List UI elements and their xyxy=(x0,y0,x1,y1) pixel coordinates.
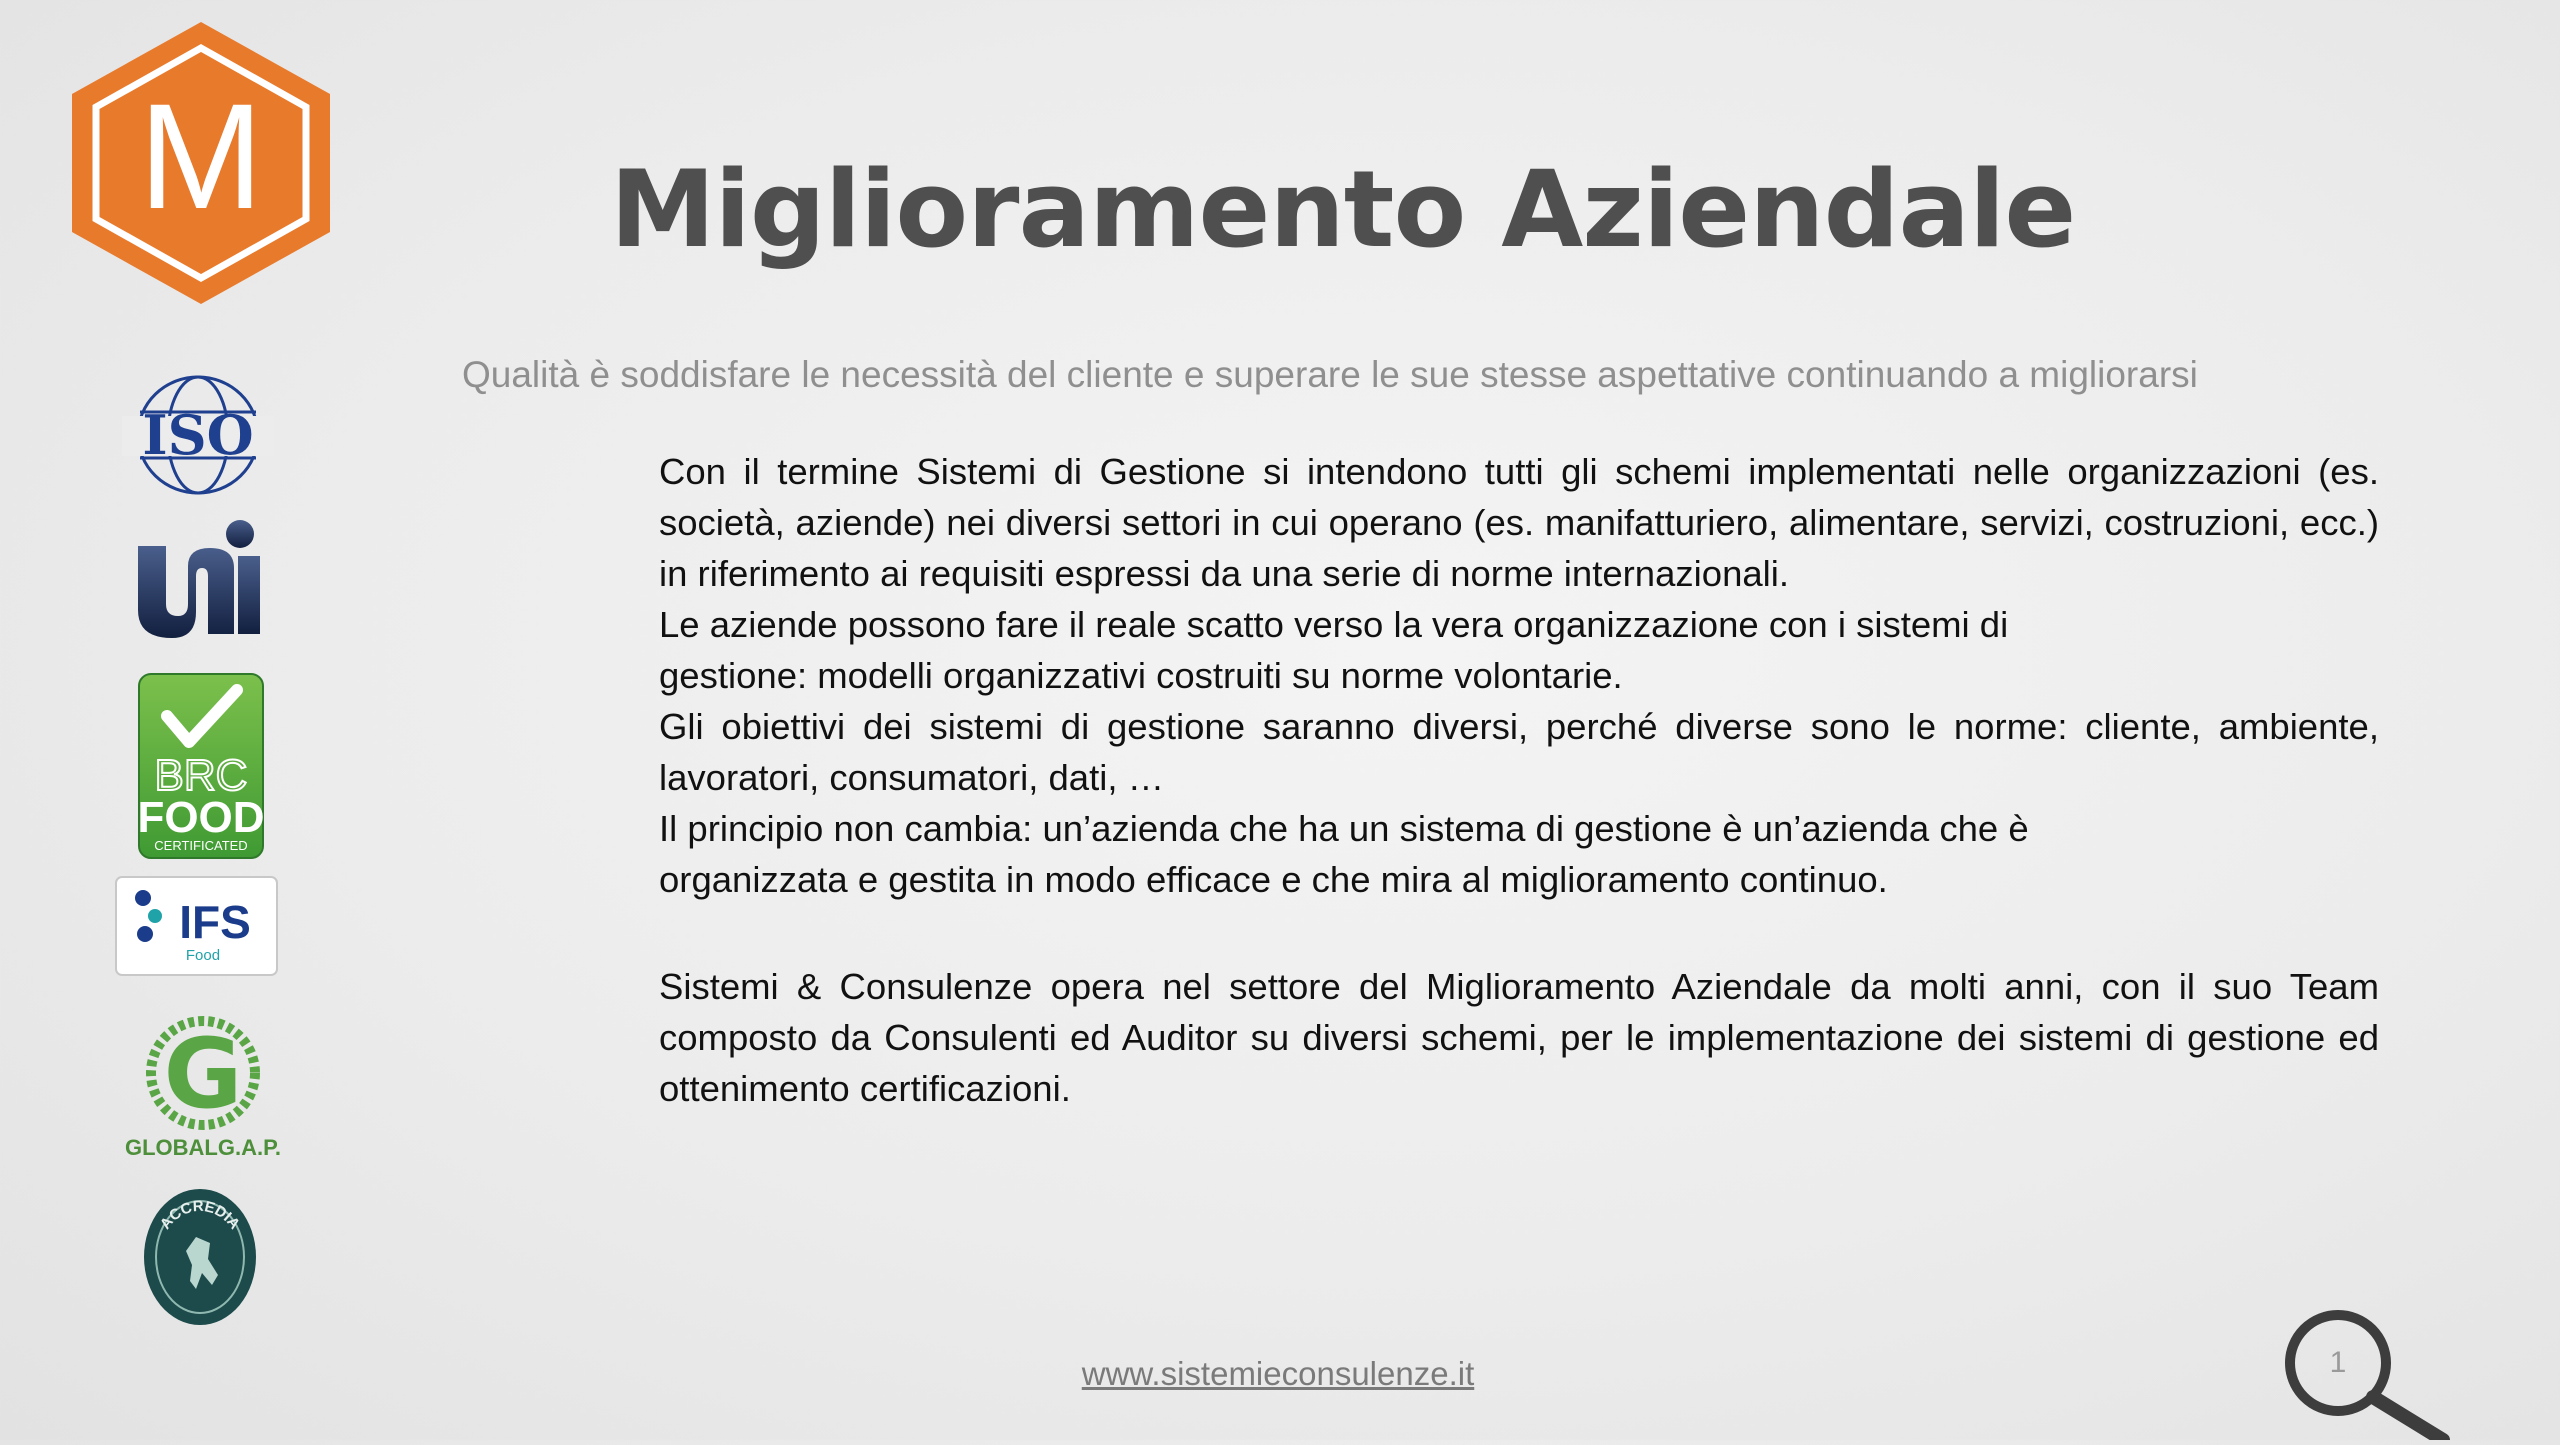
body-text xyxy=(659,446,2379,1114)
brc-food-logo-icon xyxy=(137,672,265,860)
page-number: 1 xyxy=(2329,1346,2347,1379)
website-link[interactable]: www.sistemieconsulenze.it xyxy=(1081,1355,1475,1392)
paragraph-sistemi-gestione: Con il termine Sistemi di Gestione si intendono tutti gli schemi implementati nelle organizzazioni (es. società, aziende) nei diversi settori in cui operano (es. manifatturiero, alimentare, servizi, costruzioni, ecc.) in riferimento ai requisiti espressi da una serie di norme internazionali. xyxy=(659,451,2379,594)
brc-logo-text: BRC xyxy=(154,751,248,800)
ifs-food-text: Food xyxy=(185,947,221,964)
paragraph-sistemi-consulenze: Sistemi & Consulenze opera nel settore del Miglioramento Aziendale da molti anni, con il suo Team composto da Consulenti ed Auditor su diversi schemi, per le implementazione dei sistemi di gestione ed ottenimento certificazioni. xyxy=(659,966,2379,1109)
ifs-logo-text: IFS xyxy=(179,896,251,948)
globalgap-text: GLOBALG.A.P. xyxy=(124,1135,282,1160)
globalgap-letter: G xyxy=(163,1018,243,1130)
paragraph-aziende-line1: Le aziende possono fare il reale scatto verso la vera organizzazione con i sistemi di xyxy=(659,604,2009,645)
magnifier-icon xyxy=(2283,1305,2460,1440)
globalgap-logo-icon xyxy=(118,1015,288,1163)
accredia-logo-icon xyxy=(140,1185,260,1329)
accredia-text: ACCREDIA xyxy=(156,1197,244,1233)
paragraph-obiettivi: Gli obiettivi dei sistemi di gestione saranno diversi, perché diverse sono le norme: cliente, ambiente, lavoratori, consumatori, dati, … xyxy=(659,706,2379,798)
brand-logo-letter: M xyxy=(138,72,264,240)
brc-certificated-text: CERTIFICATED xyxy=(154,838,248,853)
paragraph-spacer xyxy=(659,905,2379,961)
page-subtitle: Qualità è soddisfare le necessità del cliente e superare le sue stesse aspettative continuando a migliorarsi xyxy=(462,354,2198,395)
hexagon-m-logo-icon xyxy=(68,18,334,308)
page-title: Miglioramento Aziendale xyxy=(610,148,2076,271)
uni-logo-icon xyxy=(130,516,265,641)
iso-logo-icon xyxy=(118,372,278,498)
paragraph-principio-line1: Il principio non cambia: un’azienda che ha un sistema di gestione è un’azienda che è xyxy=(659,808,2029,849)
paragraph-principio-line2: organizzata e gestita in modo efficace e che mira al miglioramento continuo. xyxy=(659,859,1888,900)
iso-logo-text: ISO xyxy=(142,403,254,467)
paragraph-aziende-line2: gestione: modelli organizzativi costruiti su norme volontarie. xyxy=(659,655,1623,696)
brc-food-text: FOOD xyxy=(137,793,265,842)
ifs-food-logo-icon xyxy=(115,876,278,976)
